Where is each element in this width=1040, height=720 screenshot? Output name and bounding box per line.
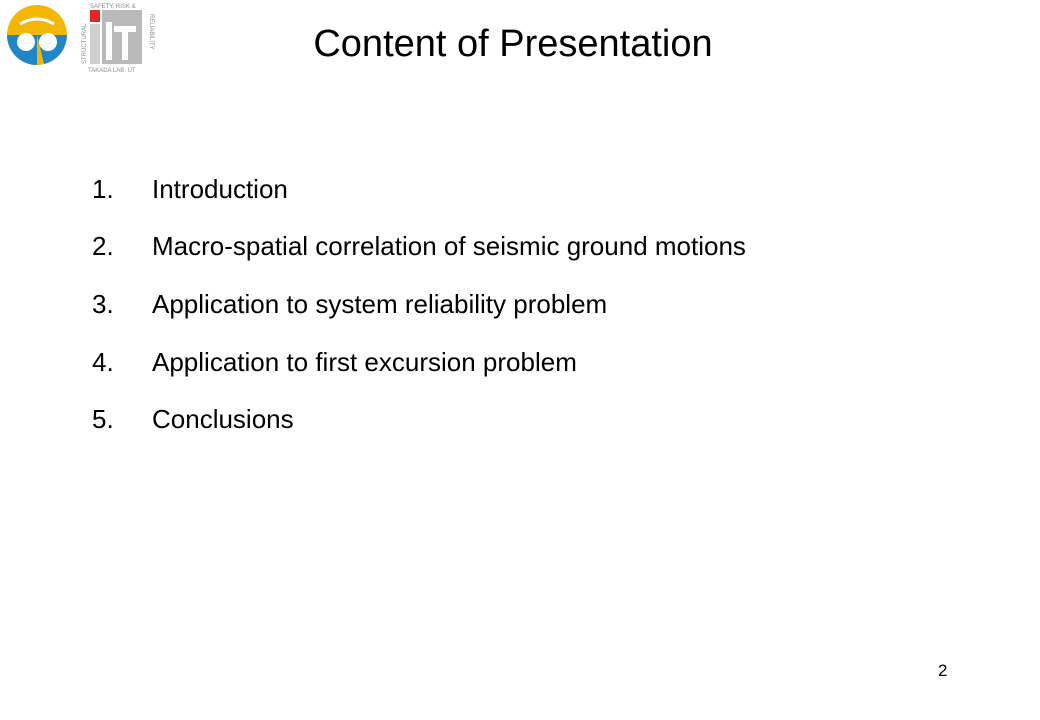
agenda-item-number: 2. <box>92 231 114 262</box>
agenda-item-number: 4. <box>92 346 114 377</box>
agenda-item-text: Application to first excursion problem <box>152 346 577 377</box>
agenda-item-number: 1. <box>92 173 114 204</box>
agenda-item-system-reliability <box>92 275 992 333</box>
agenda-item-text: Macro-spatial correlation of seismic ground motions <box>152 231 746 262</box>
lab-logo-right-text: RELIABILITY <box>148 14 154 50</box>
agenda-item-first-excursion <box>92 333 992 391</box>
agenda-item-macro-spatial-correlation <box>92 218 992 276</box>
agenda-item-number: 3. <box>92 288 114 319</box>
agenda-list <box>92 160 992 448</box>
agenda-item-conclusions <box>92 390 992 448</box>
agenda-item-text: Introduction <box>152 173 288 204</box>
agenda-item-text: Conclusions <box>152 404 294 435</box>
lab-logo-bottom-text: TAKADA LAB. UT <box>88 68 136 74</box>
page-number: 2 <box>938 661 948 680</box>
agenda-item-text: Application to system reliability problem <box>152 288 608 319</box>
lab-logo-top-text: SAFETY, RISK & <box>90 4 136 10</box>
slide-title: Content of Presentation <box>313 23 713 65</box>
agenda-item-number: 5. <box>92 404 114 435</box>
lab-logo-left-text: STRUCTURAL <box>82 23 88 64</box>
agenda-item-introduction <box>92 160 992 218</box>
